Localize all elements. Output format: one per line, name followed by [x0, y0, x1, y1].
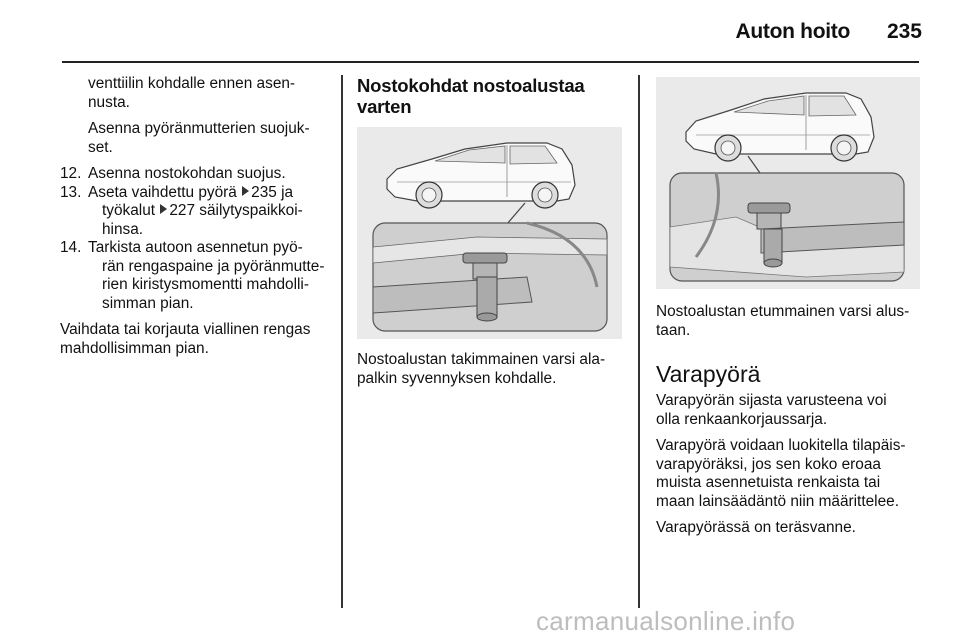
text-fragment: Aseta vaihdettu pyörä: [88, 183, 242, 201]
text-line: Varapyörässä on teräsvanne.: [656, 519, 856, 536]
figure-2-caption: [656, 303, 928, 340]
figure-front-lift-point: [656, 77, 920, 289]
column-1: [60, 75, 332, 358]
text-line: rän rengaspaine ja pyöränmutte-: [102, 257, 325, 275]
text-fragment: työkalut: [102, 202, 160, 219]
triangle-reference-icon: [160, 204, 167, 214]
text-line: simman pian.: [102, 294, 194, 312]
column-3: [656, 303, 928, 538]
list-number: 12.: [60, 165, 82, 182]
text-line: rien kiristysmomentti mahdolli-: [102, 276, 309, 293]
list-item-12: [60, 165, 332, 184]
list-item-14: [60, 239, 332, 313]
page-number: 235: [886, 20, 922, 43]
page-reference[interactable]: 235 ja: [251, 183, 294, 201]
text-line: [88, 184, 332, 203]
list-number: 13.: [60, 183, 82, 201]
text-line: Vaihdata tai korjauta viallinen rengas: [60, 321, 311, 338]
section-heading: Varapyörä: [656, 361, 761, 387]
text-line: muista asennetuista renkaista tai: [656, 474, 881, 491]
paragraph: [656, 392, 928, 429]
text-line: Varapyörän sijasta varusteena voi: [656, 392, 887, 409]
text-line: taan.: [656, 321, 691, 339]
figure-rear-lift-point: [357, 127, 622, 339]
text-line: nusta.: [88, 93, 130, 111]
section-title: Auton hoito: [735, 20, 850, 43]
continued-text: [60, 75, 332, 112]
column-divider-2: [638, 75, 640, 608]
text-line: maan lainsäädäntö niin määrittelee.: [656, 492, 899, 510]
column-divider-1: [341, 75, 343, 608]
closing-paragraph: [60, 321, 332, 358]
text-line: olla renkaankorjaussarja.: [656, 410, 828, 428]
rear-lift-illustration: [357, 127, 622, 339]
text-line: hinsa.: [102, 220, 144, 238]
list-item-13: [60, 184, 332, 240]
column-2: [357, 75, 629, 117]
subsection-heading: [357, 75, 629, 117]
figure-1-caption: [357, 351, 629, 388]
page-reference[interactable]: 227 säilytyspaikkoi-: [169, 202, 303, 219]
text-line: Varapyörä voidaan luokitella tilapäis-: [656, 437, 906, 454]
watermark: carmanualsonline.info: [536, 606, 796, 636]
heading-line: Nostokohdat nostoalustaa: [357, 75, 585, 96]
text-line: varapyöräksi, jos sen koko eroaa: [656, 455, 881, 473]
text-line: venttiilin kohdalle ennen asen-: [88, 75, 296, 92]
text-line: set.: [88, 138, 113, 156]
heading-line: varten: [357, 96, 412, 117]
text-line: Nostoalustan etummainen varsi alus-: [656, 303, 910, 320]
paragraph: [656, 437, 928, 511]
text-line: [88, 202, 332, 221]
text-line: Tarkista autoon asennetun pyö-: [88, 239, 303, 256]
text-line: palkin syvennyksen kohdalle.: [357, 369, 557, 387]
text-line: Asenna pyöränmutterien suojuk-: [88, 120, 310, 137]
paragraph: [656, 519, 928, 538]
header-rule: [62, 61, 919, 63]
text-line: mahdollisimman pian.: [60, 339, 209, 357]
paragraph: [60, 120, 332, 157]
triangle-reference-icon: [242, 186, 249, 196]
text-line: Asenna nostokohdan suojus.: [88, 165, 286, 182]
text-line: Nostoalustan takimmainen varsi ala-: [357, 351, 606, 368]
front-lift-illustration: [656, 77, 920, 289]
list-number: 14.: [60, 239, 82, 256]
